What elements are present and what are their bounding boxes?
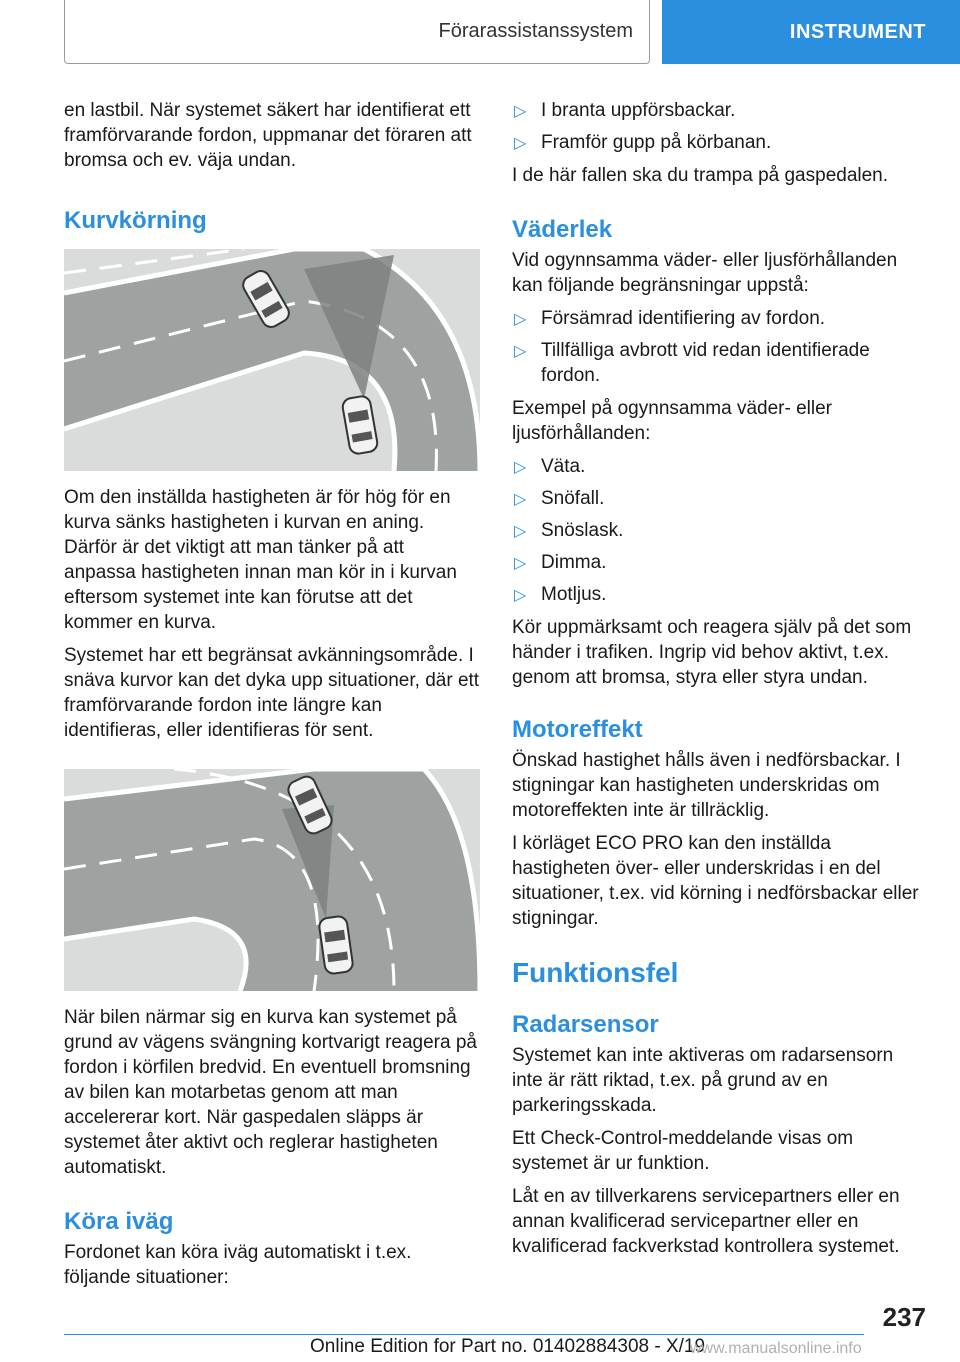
triangle-right-icon: ▷ [514,491,527,508]
radar-paragraph-3: Låt en av tillverkarens servicepartners eller en annan kvalificerad servicepartner eller en kvalificerad fackverkstad kontrollera systemet. [512,1186,900,1257]
radarsensor-heading: Radarsensor [512,1011,659,1038]
motor-paragraph-2: I körläget ECO PRO kan den inställda hastigheten över- eller underskridas i en del situationer, t.ex. vid körning i nedförsbackar eller stigningar. [512,833,919,929]
footer-divider [64,1334,864,1335]
list-item: ▷ Väta. [512,454,926,479]
triangle-right-icon: ▷ [514,343,527,360]
kora-paragraph: Fordonet kan köra iväg automatiskt i t.ex. följande situationer: [64,1242,412,1288]
header-section-title: Förarassistanssystem [438,20,633,42]
vader-paragraph-3: Kör uppmärksamt och reagera själv på det som händer i trafiken. Ingrip vid behov aktivt, t.ex. genom att bromsa, styra eller styra undan. [512,617,912,688]
footer-edition: Online Edition for Part no. 01402884308 - X/19 [310,1336,706,1357]
header-chapter-tab[interactable] [662,0,960,64]
watermark: www.manualsonline.info [690,1340,862,1357]
gas-paragraph: I de här fallen ska du trampa på gaspedalen. [512,165,889,186]
radar-paragraph-2: Ett Check-Control-meddelande visas om systemet är ur funktion. [512,1128,854,1174]
list-item: ▷ Försämrad identifiering av fordon. [512,306,926,331]
vader-paragraph-2: Exempel på ogynnsamma väder- eller ljusförhållanden: [512,398,832,444]
funktionsfel-heading: Funktionsfel [512,957,679,988]
triangle-right-icon: ▷ [514,135,527,152]
list-item: ▷ Motljus. [512,582,926,607]
triangle-right-icon: ▷ [514,459,527,476]
motor-paragraph-1: Önskad hastighet hålls även i nedförsbackar. I stigningar kan hastigheten underskridas om motoreffekten inte är tillräcklig. [512,750,901,821]
list-item: ▷ Tillfälliga avbrott vid redan identifierade fordon. [514,340,870,386]
triangle-right-icon: ▷ [514,523,527,540]
vaderlek-heading: Väderlek [512,216,613,243]
bullet-list-2 [512,306,926,388]
motoreffekt-heading: Motoreffekt [512,716,643,743]
radar-paragraph-1: Systemet kan inte aktiveras om radarsensorn inte är rätt riktad, t.ex. på grund av en parkeringsskada. [512,1045,894,1116]
left-column [64,98,480,1298]
bullet-list-3 [512,454,926,607]
kurv-paragraph-3: När bilen närmar sig en kurva kan systemet på grund av vägens svängning kortvarigt reagera på fordon i körfilen bredvid. En eventuell bromsning av bilen kan motarbetas genom att man accelererar kort. När gaspedalen släpps är systemet åter aktivt och reglerar hastigheten automatiskt. [64,1007,477,1178]
bullet-list-1 [512,98,926,155]
list-item: ▷ Dimma. [512,550,926,575]
right-column [512,98,926,1267]
vader-paragraph-1: Vid ogynnsamma väder- eller ljusförhållanden kan följande begränsningar uppstå: [512,250,898,296]
triangle-right-icon: ▷ [514,587,527,604]
kurv-paragraph-2: Systemet har ett begränsat avkänningsområde. I snäva kurvor kan det dyka upp situationer, där ett framförvarande fordon inte längre kan identifieras, eller identifieras för sent. [64,645,480,741]
list-item: ▷ Snöslask. [512,518,926,543]
kurv-paragraph-1: Om den inställda hastigheten är för hög för en kurva sänks hastigheten i kurvan en aning. Därför är det viktigt att man tänker på att anpassa hastigheten innan man kör in i kurvan eftersom systemet inte kan förutse att det kommer en kurva. [64,487,457,633]
kurvkorning-heading: Kurvkörning [64,207,207,234]
page-number: 237 [882,1302,926,1332]
intro-paragraph: en lastbil. När systemet säkert har identifierat ett framförvarande fordon, uppmanar det föraren att bromsa och ev. väja undan. [64,100,472,171]
list-item: ▷ Framför gupp på körbanan. [512,130,926,155]
curve-illustration-1 [64,249,480,471]
triangle-right-icon: ▷ [514,103,527,120]
header-chapter-title: INSTRUMENT [789,20,926,43]
list-item: ▷ Snöfall. [512,486,926,511]
list-item: ▷ I branta uppförsbackar. [512,98,926,123]
curve-illustration-2 [64,769,480,991]
triangle-right-icon: ▷ [514,555,527,572]
triangle-right-icon: ▷ [514,311,527,328]
header-section-tab [64,0,650,64]
kora-ivag-heading: Köra iväg [64,1208,174,1235]
